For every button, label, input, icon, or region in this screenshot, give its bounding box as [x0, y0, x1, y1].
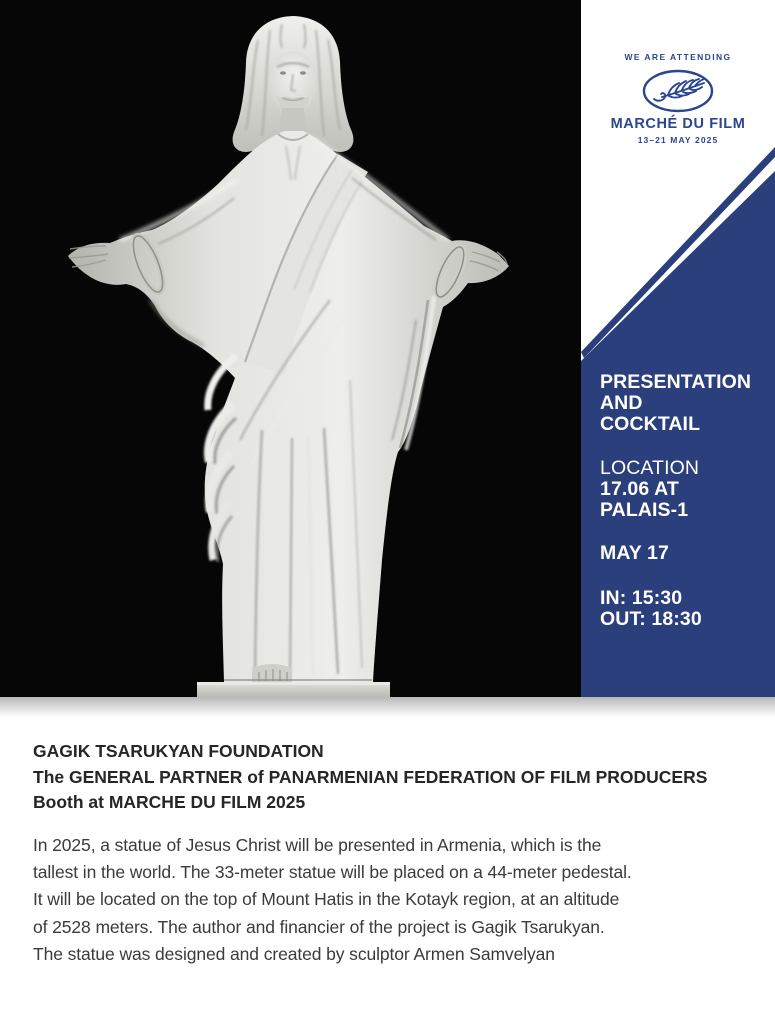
footer-heading-line: Booth at MARCHE DU FILM 2025 — [33, 792, 306, 812]
event-title-line: PRESENTATION — [600, 371, 752, 393]
location-line: PALAIS-1 — [600, 499, 689, 521]
brand-dates: 13–21 MAY 2025 — [637, 135, 719, 145]
time-in: IN: 15:30 — [600, 587, 683, 609]
footer-heading — [33, 739, 753, 816]
time-out: OUT: 18:30 — [600, 608, 702, 630]
event-title-line: AND — [600, 392, 643, 414]
footer-body-line: The statue was designed and created by sculptor Armen Samvelyan — [33, 944, 555, 965]
footer-body-line: tallest in the world. The 33-meter statue will be placed on a 44-meter pedestal. — [33, 861, 632, 882]
cannes-palm-icon — [641, 69, 715, 113]
brand-name: MARCHÉ DU FILM — [610, 116, 746, 132]
footer-body-line: In 2025, a statue of Jesus Christ will be presented in Armenia, which is the — [33, 834, 602, 855]
location-line: 17.06 AT — [600, 478, 679, 500]
attending-badge — [581, 52, 775, 145]
attending-label: WE ARE ATTENDING — [624, 52, 732, 62]
footer-heading-line: The GENERAL PARTNER of PANARMENIAN FEDERATION OF FILM PRODUCERS — [33, 766, 708, 787]
right-panel — [581, 0, 775, 697]
footer-body-line: of 2528 meters. The author and financier of the project is Gagik Tsarukyan. — [33, 916, 605, 937]
footer-heading-line: GAGIK TSARUKYAN FOUNDATION — [33, 741, 324, 761]
footer-body-line: It will be located on the top of Mount Hatis in the Kotayk region, at an altitude — [33, 889, 620, 910]
event-date: MAY 17 — [600, 542, 669, 564]
event-title-line: COCKTAIL — [600, 413, 701, 435]
event-info — [600, 372, 751, 630]
footer-body — [33, 832, 753, 969]
footer-text-section — [33, 739, 753, 969]
location-label: LOCATION — [600, 457, 700, 479]
hero-drop-shadow — [0, 697, 775, 717]
